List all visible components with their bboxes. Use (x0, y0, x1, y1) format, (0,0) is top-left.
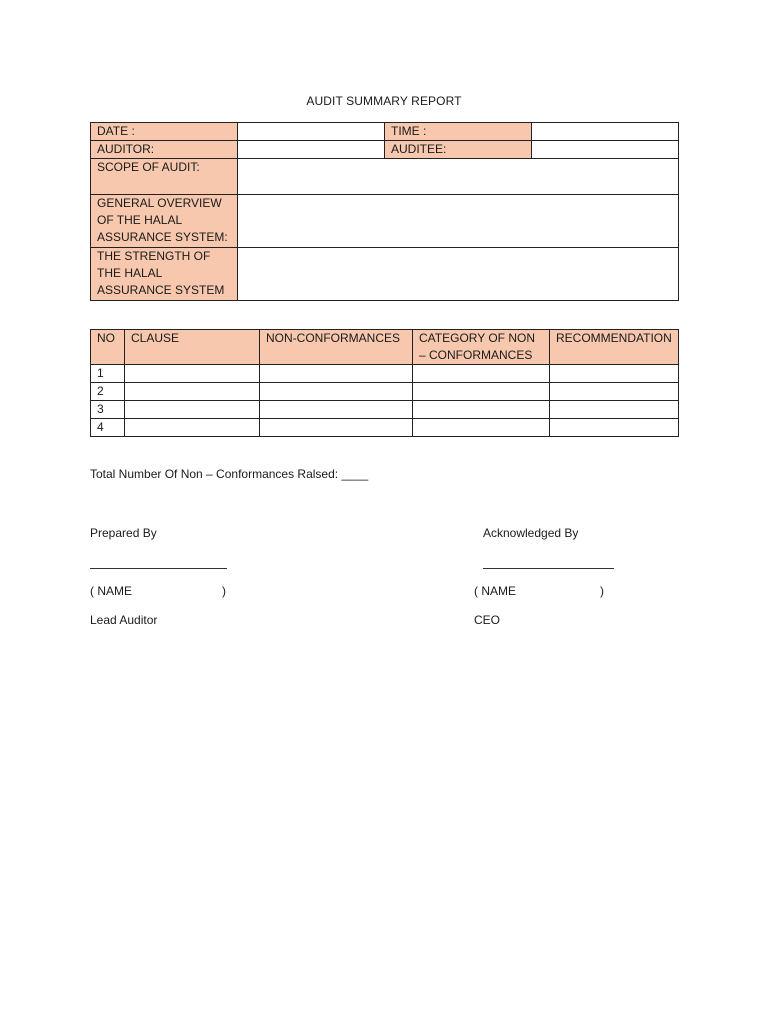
prepared-by-heading: Prepared By (90, 526, 157, 540)
prepared-by-signature-line[interactable] (90, 568, 227, 569)
strength-field[interactable] (238, 248, 679, 301)
recommendation-cell[interactable] (550, 419, 679, 437)
non-conformance-cell[interactable] (260, 365, 413, 383)
table-row (91, 401, 679, 419)
acknowledged-by-signature-line[interactable] (483, 568, 614, 569)
clause-cell[interactable] (125, 401, 260, 419)
col-header-clause: CLAUSE (125, 330, 260, 365)
total-non-conformances: Total Number Of Non – Conformances Ralsed: ____ (90, 467, 369, 481)
clause-cell[interactable] (125, 365, 260, 383)
row-number: 3 (91, 401, 125, 419)
prepared-by-name-close: ) (222, 584, 226, 598)
recommendation-cell[interactable] (550, 365, 679, 383)
overview-field[interactable] (238, 195, 679, 248)
non-conformance-cell[interactable] (260, 419, 413, 437)
acknowledged-by-name-open: ( NAME (474, 584, 516, 598)
scope-label: SCOPE OF AUDIT: (91, 159, 238, 195)
audit-header-table (90, 122, 679, 301)
col-header-recommendation: RECOMMENDATION (550, 330, 679, 365)
acknowledged-by-heading: Acknowledged By (483, 526, 579, 540)
auditee-field[interactable] (532, 141, 679, 159)
recommendation-cell[interactable] (550, 401, 679, 419)
overview-label: GENERAL OVERVIEW OF THE HALAL ASSURANCE SYSTEM: (91, 195, 238, 248)
clause-cell[interactable] (125, 383, 260, 401)
table-row (91, 419, 679, 437)
non-conformance-cell[interactable] (260, 383, 413, 401)
table-row (91, 365, 679, 383)
recommendation-cell[interactable] (550, 383, 679, 401)
auditor-label: AUDITOR: (91, 141, 238, 159)
category-cell[interactable] (413, 419, 550, 437)
acknowledged-by-role: CEO (474, 613, 501, 627)
prepared-by-role: Lead Auditor (90, 613, 158, 627)
row-number: 2 (91, 383, 125, 401)
findings-table (90, 329, 679, 437)
date-field[interactable] (238, 123, 385, 141)
row-number: 1 (91, 365, 125, 383)
category-cell[interactable] (413, 365, 550, 383)
time-label: TIME : (385, 123, 532, 141)
auditee-label: AUDITEE: (385, 141, 532, 159)
col-header-no: NO (91, 330, 125, 365)
category-cell[interactable] (413, 383, 550, 401)
acknowledged-by-name-close: ) (600, 584, 604, 598)
date-label: DATE : (91, 123, 238, 141)
report-title: AUDIT SUMMARY REPORT (306, 94, 462, 108)
non-conformance-cell[interactable] (260, 401, 413, 419)
strength-label: THE STRENGTH OF THE HALAL ASSURANCE SYSTEM (91, 248, 238, 301)
time-field[interactable] (532, 123, 679, 141)
scope-field[interactable] (238, 159, 679, 195)
prepared-by-name-open: ( NAME (90, 584, 132, 598)
table-row (91, 383, 679, 401)
col-header-non-conformances: NON-CONFORMANCES (260, 330, 413, 365)
auditor-field[interactable] (238, 141, 385, 159)
clause-cell[interactable] (125, 419, 260, 437)
col-header-category: CATEGORY OF NON – CONFORMANCES (413, 330, 550, 365)
category-cell[interactable] (413, 401, 550, 419)
row-number: 4 (91, 419, 125, 437)
